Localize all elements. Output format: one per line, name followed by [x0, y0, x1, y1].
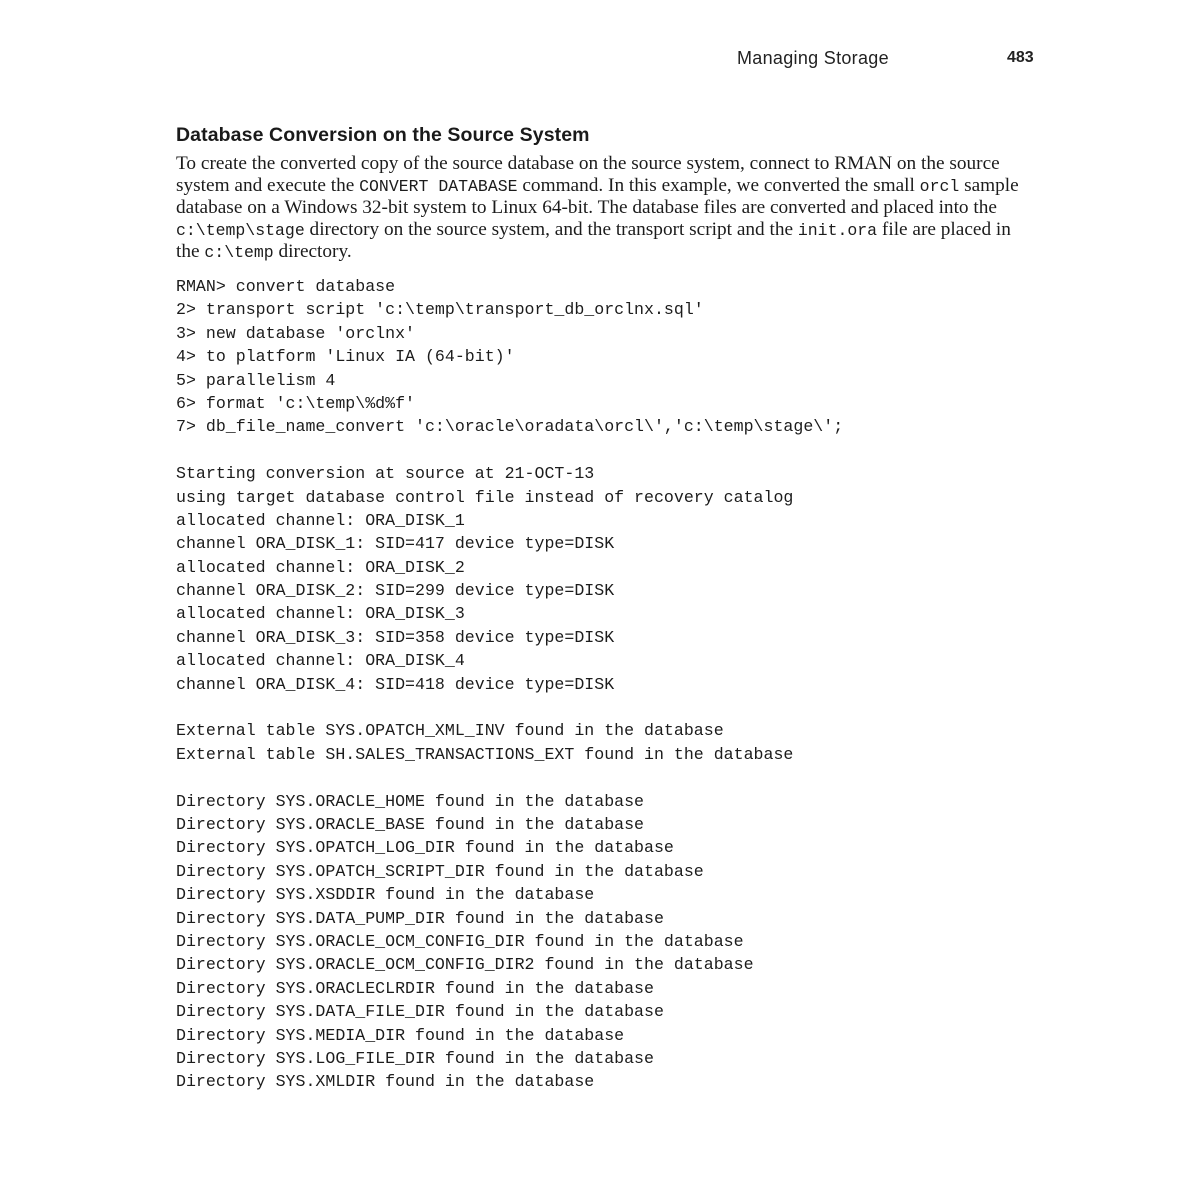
code-line: Directory SYS.XSDDIR found in the database	[176, 885, 595, 905]
code-line: 2> transport script 'c:\temp\transport_db_orclnx.sql'	[176, 300, 704, 320]
code-line: channel ORA_DISK_2: SID=299 device type=DISK	[176, 581, 615, 601]
code-line	[176, 766, 843, 789]
code-line: using target database control file instead of recovery catalog	[176, 487, 794, 507]
code-line: Directory SYS.LOG_FILE_DIR found in the database	[176, 1048, 654, 1068]
code-line: Starting conversion at source at 21-OCT-13	[176, 464, 595, 484]
code-line	[176, 696, 843, 719]
page-number: 483	[1007, 49, 1034, 66]
inline-code: CONVERT DATABASE	[359, 176, 518, 196]
code-line: channel ORA_DISK_3: SID=358 device type=DISK	[176, 627, 615, 647]
inline-code: orcl	[919, 176, 960, 196]
code-line: Directory SYS.ORACLECLRDIR found in the database	[176, 978, 654, 998]
code-line: Directory SYS.ORACLE_HOME found in the database	[176, 791, 645, 811]
code-line: External table SH.SALES_TRANSACTIONS_EXT found in the database	[176, 744, 794, 764]
code-line: External table SYS.OPATCH_XML_INV found in the database	[176, 721, 724, 741]
code-line: Directory SYS.ORACLE_BASE found in the database	[176, 814, 645, 834]
code-line: 7> db_file_name_convert 'c:\oracle\oradata\orcl\','c:\temp\stage\';	[176, 417, 844, 437]
running-title: Managing Storage	[737, 48, 889, 68]
code-line: Directory SYS.ORACLE_OCM_CONFIG_DIR found in the database	[176, 931, 744, 951]
inline-code: c:\temp	[204, 243, 274, 263]
code-line: Directory SYS.OPATCH_LOG_DIR found in the database	[176, 838, 674, 858]
code-line: Directory SYS.DATA_FILE_DIR found in the database	[176, 1002, 664, 1022]
paragraph-text: To create the converted copy of the source database on the source system, connect to RMAN on the source system and execute the	[176, 153, 1000, 196]
code-line: Directory SYS.OPATCH_SCRIPT_DIR found in the database	[176, 861, 704, 881]
code-line: RMAN> convert database	[176, 277, 396, 296]
code-line: 4> to platform 'Linux IA (64-bit)'	[176, 347, 515, 367]
running-header	[0, 48, 1200, 74]
paragraph-text: directory.	[273, 241, 352, 263]
paragraph-text: directory on the source system, and the transport script and the	[304, 218, 798, 240]
body-paragraph	[176, 153, 1036, 264]
section-heading: Database Conversion on the Source System	[176, 124, 590, 146]
paragraph-text: file are placed in the	[176, 218, 1011, 263]
code-line: Directory SYS.MEDIA_DIR found in the database	[176, 1025, 625, 1045]
code-line: Directory SYS.XMLDIR found in the database	[176, 1072, 595, 1092]
code-line: Directory SYS.DATA_PUMP_DIR found in the database	[176, 908, 664, 928]
code-line: 5> parallelism 4	[176, 370, 336, 390]
code-line: allocated channel: ORA_DISK_2	[176, 557, 465, 577]
code-line: Directory SYS.ORACLE_OCM_CONFIG_DIR2 found in the database	[176, 955, 754, 975]
code-line: 6> format 'c:\temp\%d%f'	[176, 393, 415, 413]
code-line: allocated channel: ORA_DISK_1	[176, 510, 465, 530]
code-line: allocated channel: ORA_DISK_4	[176, 651, 465, 671]
paragraph-text: sample database on a Windows 32-bit system to Linux 64-bit. The database files are converted and placed into the	[176, 174, 1019, 219]
code-line: channel ORA_DISK_1: SID=417 device type=DISK	[176, 534, 615, 554]
code-line: 3> new database 'orclnx'	[176, 323, 415, 343]
code-line	[176, 439, 843, 462]
code-line: allocated channel: ORA_DISK_3	[176, 604, 465, 624]
code-listing	[176, 275, 843, 1094]
paragraph-text: command. In this example, we converted the small	[517, 174, 920, 196]
code-line: channel ORA_DISK_4: SID=418 device type=DISK	[176, 674, 615, 694]
inline-code: init.ora	[797, 220, 878, 240]
inline-code: c:\temp\stage	[176, 220, 305, 240]
